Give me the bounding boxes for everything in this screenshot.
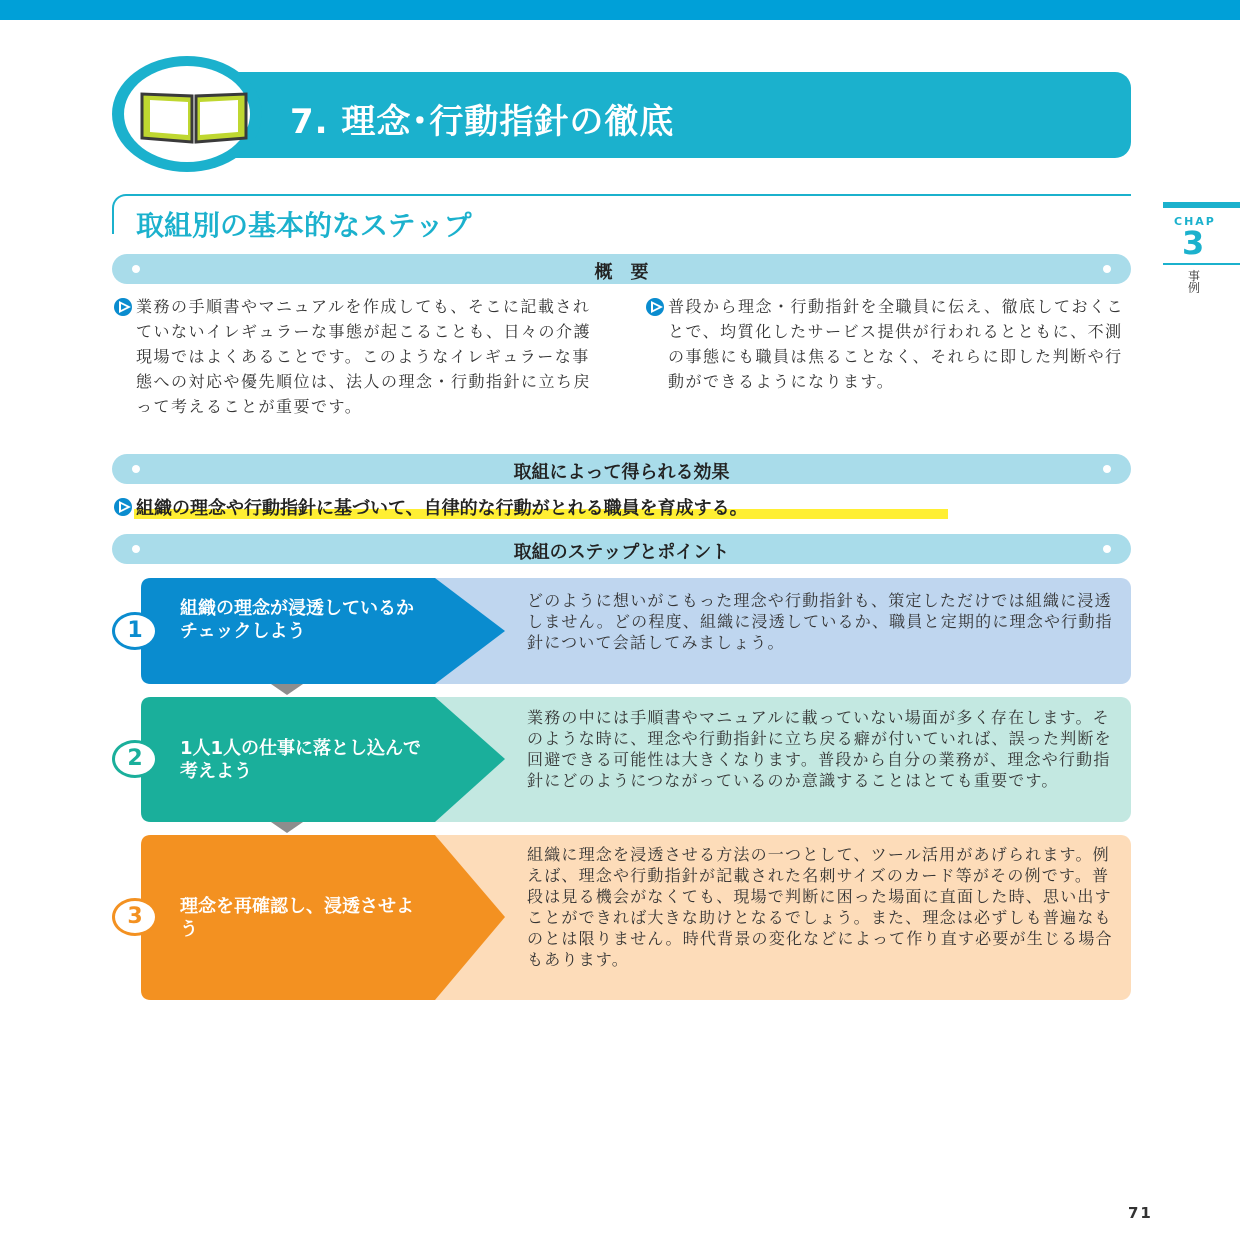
step-3-description: 組織に理念を浸透させる方法の一つとして、ツール活用があげられます。例えば、理念や行動指針が記載された名刺サイズのカード等がその例です。普段は見る機会がなくても、現場で判断に困った場面に直面した時、思い出すことができれば大きな助けとなるでしょう。また、理念は必ずしも普遍なものとは限りません。時代背景の変化などによって作り直す必要が生じる場合もあります。	[527, 845, 1113, 969]
top-color-bar	[0, 0, 1240, 20]
step-connector-icon	[271, 822, 303, 833]
chapter-tab-line	[1163, 202, 1240, 208]
chapter-label: CHAP	[1174, 215, 1216, 228]
step-1-number: 1	[112, 612, 158, 650]
section-title: 取組別の基本的なステップ	[136, 209, 472, 242]
effect-header	[112, 454, 1131, 484]
chapter-tab-divider	[1163, 263, 1240, 265]
chapter-number: 3	[1182, 224, 1205, 262]
steps-heading: 取組のステップとポイント	[513, 542, 730, 563]
page-number: 71	[1128, 1204, 1153, 1222]
step-2-description: 業務の中には手順書やマニュアルに載っていない場面が多く存在します。そのような時に、理念や行動指針に立ち戻る癖が付いていれば、誤った判断を回避できる可能性は大きくなります。普段から自分の業務が、理念や行動指針にどのようにつながっているのか意識することはとても重要です。	[527, 708, 1112, 790]
step-3-title: 理念を再確認し、浸透させよう	[180, 896, 414, 940]
step-3-number: 3	[112, 898, 158, 936]
overview-right-text: 普段から理念・行動指針を全職員に伝え、徹底しておくことで、均質化したサービス提供が行われるとともに、不測の事態にも職員は焦ることなく、それらに即した判断や行動ができるようになります。	[668, 297, 1124, 391]
step-connector-icon	[271, 684, 303, 695]
step-2-title: 1人1人の仕事に落とし込んで考えよう	[180, 738, 422, 782]
pill-dot-icon	[1103, 545, 1111, 553]
step-1-description: どのように想いがこもった理念や行動指針も、策定しただけでは組織に浸透しません。どの程度、組織に浸透しているか、職員と定期的に理念や行動指針について会話してみましょう。	[527, 591, 1113, 652]
overview-heading: 概 要	[594, 262, 649, 283]
steps-header	[112, 534, 1131, 564]
page-title: 7. 理念･行動指針の徹底	[290, 102, 675, 142]
overview-header	[112, 254, 1131, 284]
pill-dot-icon	[1103, 265, 1111, 273]
play-bullet-icon	[645, 298, 667, 320]
open-book-icon	[138, 88, 250, 148]
pill-dot-icon	[1103, 465, 1111, 473]
overview-left-text: 業務の手順書やマニュアルを作成しても、そこに記載されていないイレギュラーな事態が起こることも、日々の介護現場ではよくあることです。このようなイレギュラーな事態への対応や優先順位は、法人の理念・行動指針に立ち戻って考えることが重要です。	[136, 297, 592, 416]
step-1-title: 組織の理念が浸透しているかチェックしよう	[180, 598, 414, 642]
play-bullet-icon	[113, 498, 135, 520]
effect-text: 組織の理念や行動指針に基づいて、自律的な行動がとれる職員を育成する。	[136, 498, 748, 519]
step-2-number: 2	[112, 740, 158, 778]
play-bullet-icon	[113, 298, 135, 320]
chapter-subtitle: 事例	[1188, 269, 1201, 295]
effect-heading: 取組によって得られる効果	[513, 462, 730, 483]
